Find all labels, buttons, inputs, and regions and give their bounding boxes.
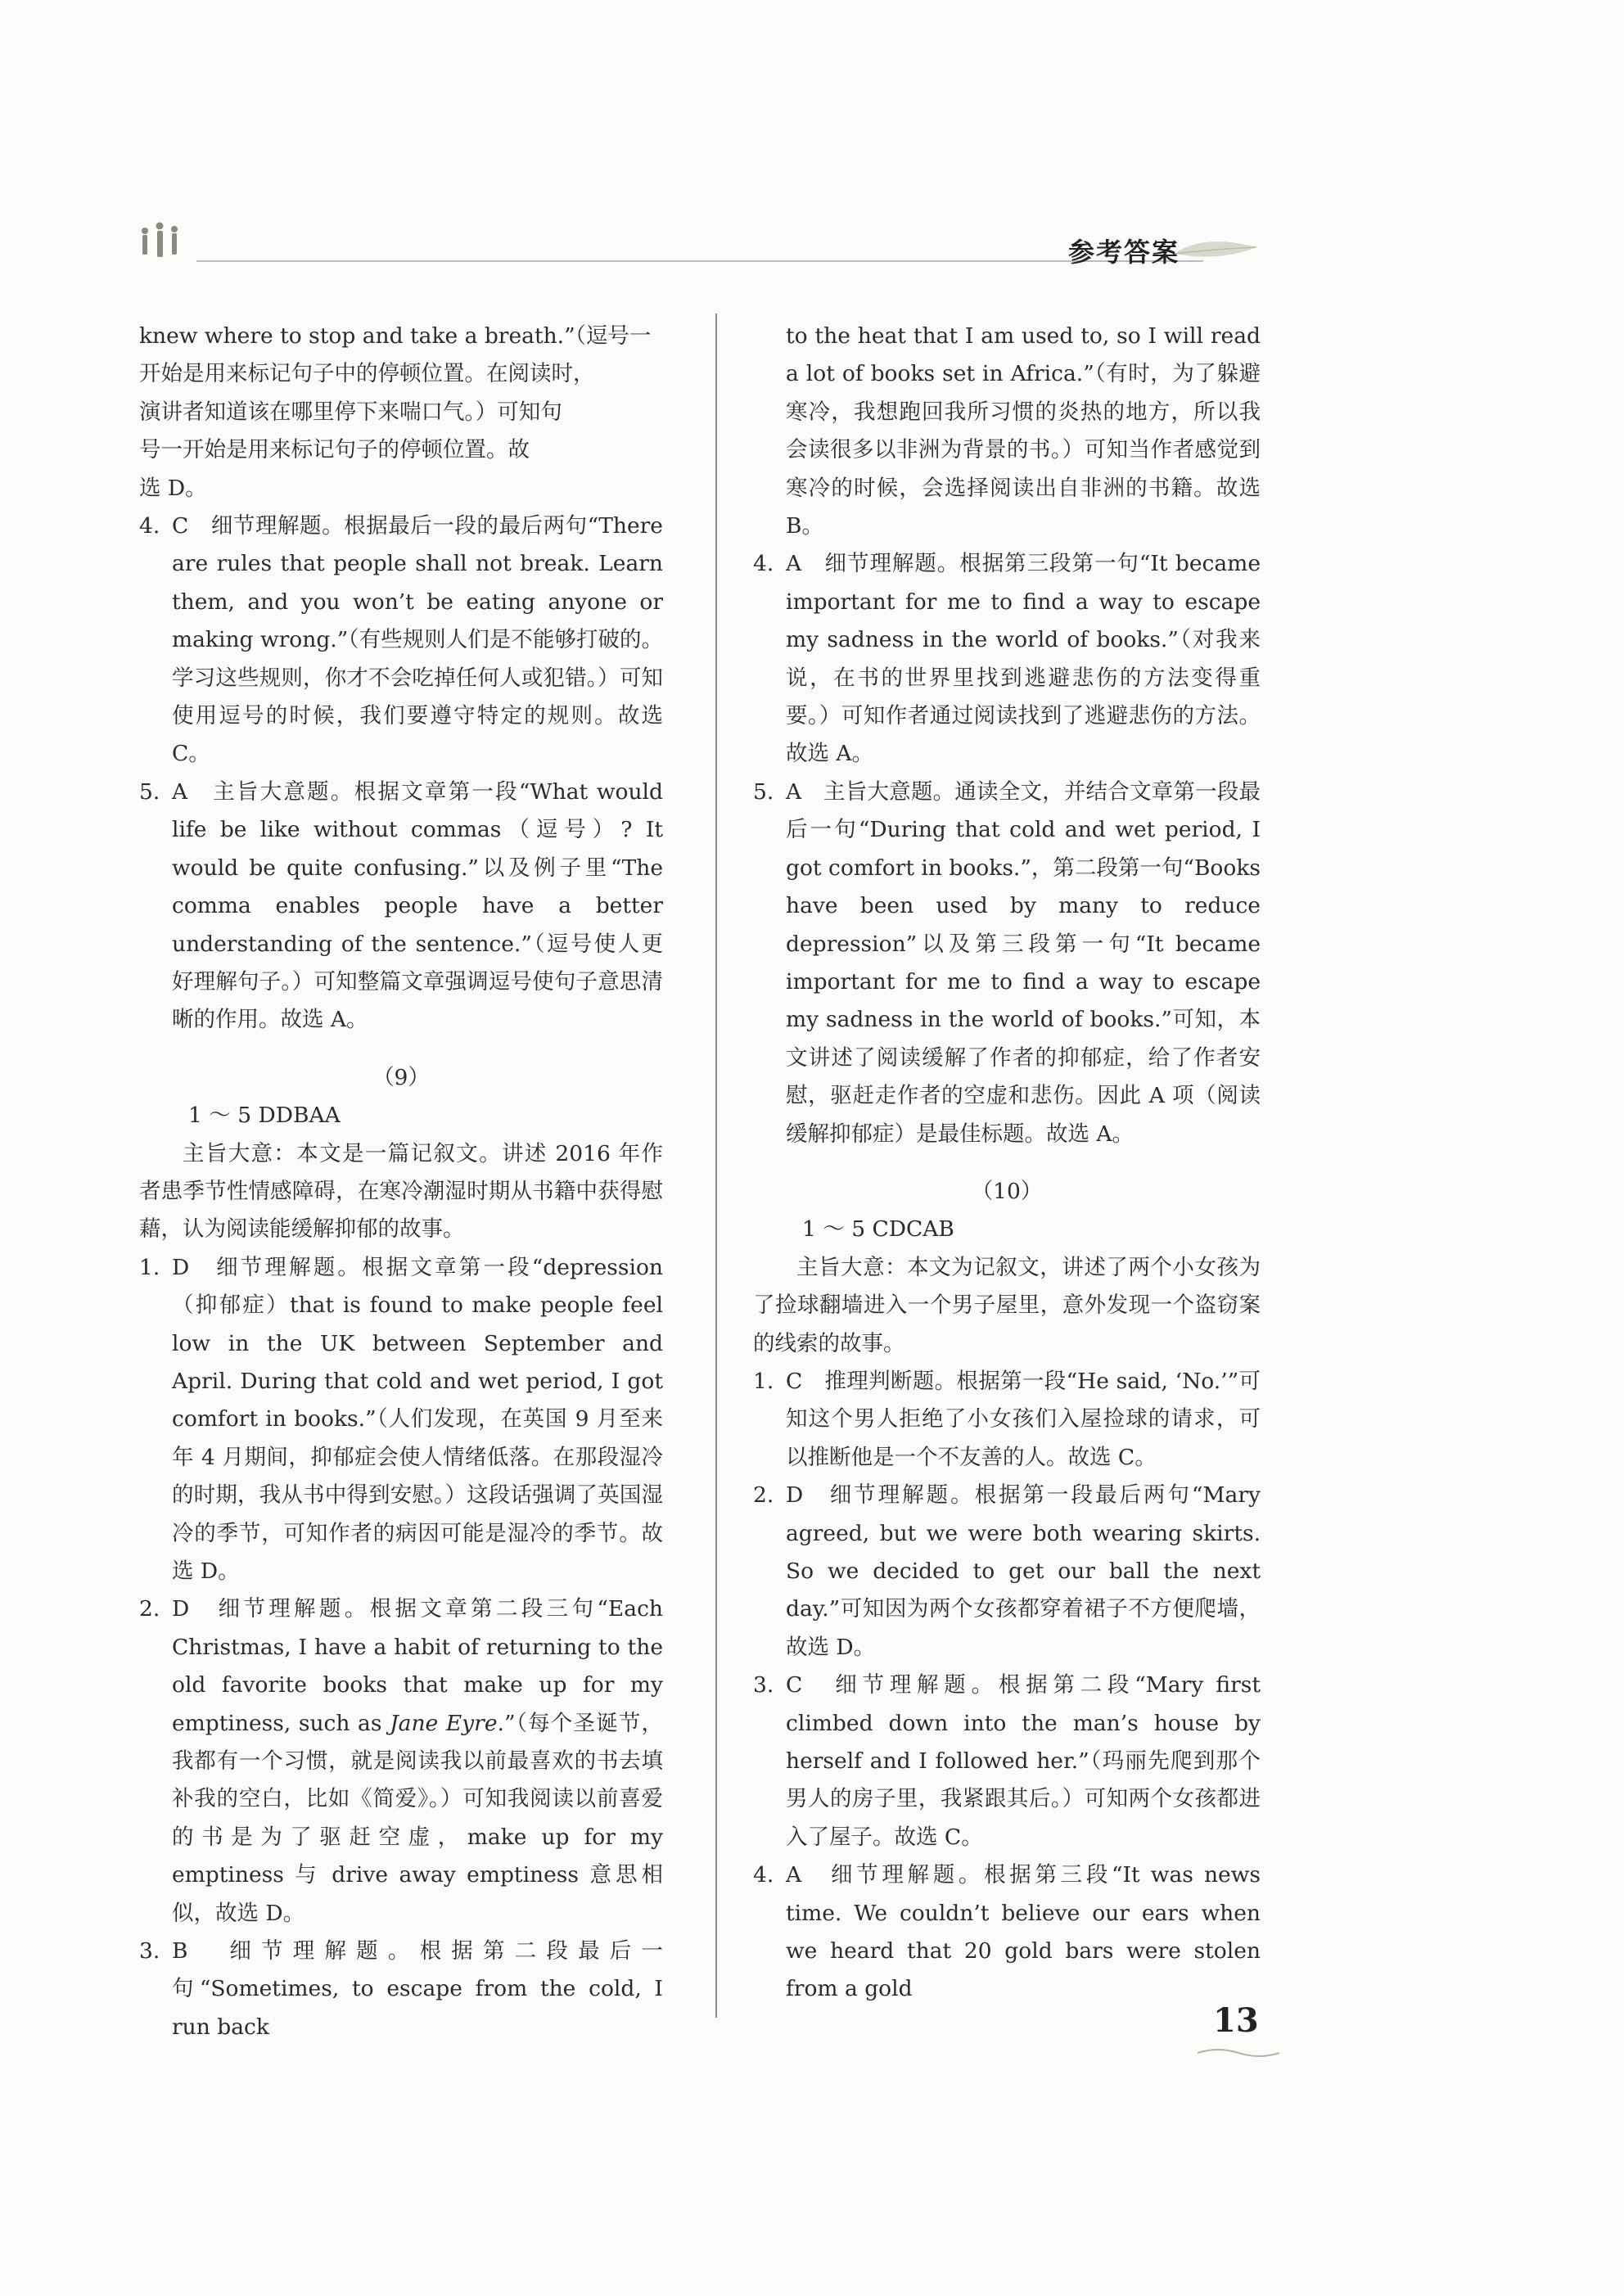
answer-text: C 推理判断题。根据第一段“He said, ‘No.’”可知这个男人拒绝了小女孩们入屋捡球的请求，可以推断他是一个不友善的人。故选 C。 xyxy=(786,1368,1261,1470)
answer-number: 1. xyxy=(139,1254,160,1280)
answer-number: 5. xyxy=(753,778,774,805)
answer-key: 1 ～ 5 CDCAB xyxy=(802,1216,954,1243)
page-header xyxy=(0,196,1624,270)
answer-text: A 细节理解题。根据第三段“It was news time. We couldn’t believe our ears when we heard that 20 gold bars were stolen from a gold xyxy=(786,1862,1261,2002)
answer-item xyxy=(753,1856,1261,2009)
column-divider xyxy=(715,314,717,2018)
intro-line: 选 D。 xyxy=(139,475,207,501)
intro-line: knew where to stop and take a breath.”（逗号一 xyxy=(139,323,652,349)
answer-text: C 细节理解题。根据最后一段的最后两句“There are rules that people shall not break. Learn them, and you won’t be eating anyone or making wrong.”（有些规则人们是不能够打破的。学习这些规则，你才不会吃掉任何人或犯错。）可知使用逗号的时候，我们要遵守特定的规则。故选 C。 xyxy=(172,513,663,767)
section-title: （9） xyxy=(372,1064,430,1090)
answer-item xyxy=(753,1477,1261,1667)
page-number: 13 xyxy=(1213,2001,1259,2040)
answer-number: 5. xyxy=(139,778,160,805)
section-title: （10） xyxy=(971,1178,1043,1204)
book-title: Jane Eyre xyxy=(390,1710,498,1736)
answer-number: 4. xyxy=(753,551,774,577)
answer-number: 3. xyxy=(139,1938,160,1964)
answer-text: B 细节理解题。根据第二段最后一句“Sometimes, to escape from the cold, I run back xyxy=(172,1938,663,2040)
answer-number: 2. xyxy=(139,1596,160,1622)
left-column xyxy=(139,318,663,2046)
answer-item xyxy=(753,774,1261,1153)
leaf-decoration-icon xyxy=(1171,229,1261,270)
summary: 主旨大意：本文是一篇记叙文。讲述 2016 年作者患季节性情感障碍，在寒冷潮湿时期从书籍中获得慰藉，认为阅读能缓解抑郁的故事。 xyxy=(139,1140,663,1243)
right-column xyxy=(753,318,1261,2009)
answer-text: D 细节理解题。根据第一段最后两句“Mary agreed, but we were both wearing skirts. So we decided to get our ball the next day.”可知因为两个女孩都穿着裙子不方便爬墙，故选 D。 xyxy=(786,1482,1261,1660)
intro-line: 开始是用来标记句子中的停顿位置。在阅读时， xyxy=(139,361,595,387)
answer-number: 2. xyxy=(753,1482,774,1509)
answer-number: 4. xyxy=(139,513,160,539)
page-number-ornament-icon xyxy=(1193,2046,1283,2059)
answer-text: C 细节理解题。根据第二段“Mary first climbed down into the man’s house by herself and I followed her.”（玛丽先爬到那个男人的房子里，我紧跟其后。）可知两个女孩都进入了屋子。故选 C。 xyxy=(786,1672,1261,1850)
answer-item xyxy=(753,1667,1261,1856)
header-title: 参考答案 xyxy=(1068,237,1180,268)
answer-item xyxy=(139,507,663,774)
answer-key: 1 ～ 5 DDBAA xyxy=(188,1103,341,1129)
answer-number: 1. xyxy=(753,1368,774,1394)
answer-item xyxy=(139,1933,663,2046)
header-rule xyxy=(196,260,1203,262)
answer-text: A 主旨大意题。通读全文，并结合文章第一段最后一句“During that cold and wet period, I got comfort in books.”，第二段第一句“Books have been used by many to reduce depression”以及第三段第一句“It became important for me to find a way to escape my sadness in the world of books.”可知，本文讲述了阅读缓解了作者的抑郁症，给了作者安慰，驱赶走作者的空虚和悲伤。因此 A 项（阅读缓解抑郁症）是最佳标题。故选 A。 xyxy=(786,778,1261,1147)
answer-text: .”（每个圣诞节，我都有一个习惯，就是阅读我以前最喜欢的书去填补我的空白，比如《简爱》。）可知我阅读以前喜爱的书是为了驱赶空虚，make up for my emptiness 与 drive away emptiness 意思相似，故选 D。 xyxy=(172,1710,663,1926)
answer-number: 3. xyxy=(753,1672,774,1698)
answer-text: D 细节理解题。根据文章第一段“depression（抑郁症）that is found to make people feel low in the UK between September and April. During that cold and wet period, I got comfort in books.”（人们发现，在英国 9 月至来年 4 月期间，抑郁症会使人情绪低落。在那段湿冷的时期，我从书中得到安慰。）这段话强调了英国湿冷的季节，可知作者的病因可能是湿冷的季节。故选 D。 xyxy=(172,1254,663,1584)
intro-line: 演讲者知道该在哪里停下来喘口气。）可知句 xyxy=(139,399,562,425)
answer-item xyxy=(753,1363,1261,1477)
people-figures-icon xyxy=(135,219,192,268)
continued-text: to the heat that I am used to, so I will read a lot of books set in Africa.”（有时，为了躲避寒冷，我想跑回我所习惯的炎热的地方，所以我会读很多以非洲为背景的书。）可知当作者感觉到寒冷的时候，会选择阅读出自非洲的书籍。故选 B。 xyxy=(786,323,1261,539)
answer-item xyxy=(753,545,1261,773)
intro-line: 号一开始是用来标记句子的停顿位置。故 xyxy=(139,437,530,463)
answer-text: A 主旨大意题。根据文章第一段“What would life be like without commas（逗号）? It would be quite confusing.”以及例子里“The comma enables people have a better understanding of the sentence.”（逗号使人更好理解句子。）可知整篇文章强调逗号使句子意思清晰的作用。故选 A。 xyxy=(172,778,663,1033)
answer-text: D 细节理解题。根据文章第二段三句“Each Christmas, I have a habit of returning to the old favorite books that make up for my emptiness, such as xyxy=(172,1596,663,1736)
answer-number: 4. xyxy=(753,1862,774,1888)
answer-item xyxy=(139,774,663,1040)
answer-item xyxy=(139,1249,663,1591)
answer-text: A 细节理解题。根据第三段第一句“It became important for me to find a way to escape my sadness in the world of books.”（对我来说，在书的世界里找到逃避悲伤的方法变得重要。）可知作者通过阅读找到了逃避悲伤的方法。故选 A。 xyxy=(786,551,1261,767)
answer-item xyxy=(139,1590,663,1933)
summary: 主旨大意：本文为记叙文，讲述了两个小女孩为了捡球翻墙进入一个男子屋里，意外发现一个盗窃案的线索的故事。 xyxy=(753,1254,1261,1356)
